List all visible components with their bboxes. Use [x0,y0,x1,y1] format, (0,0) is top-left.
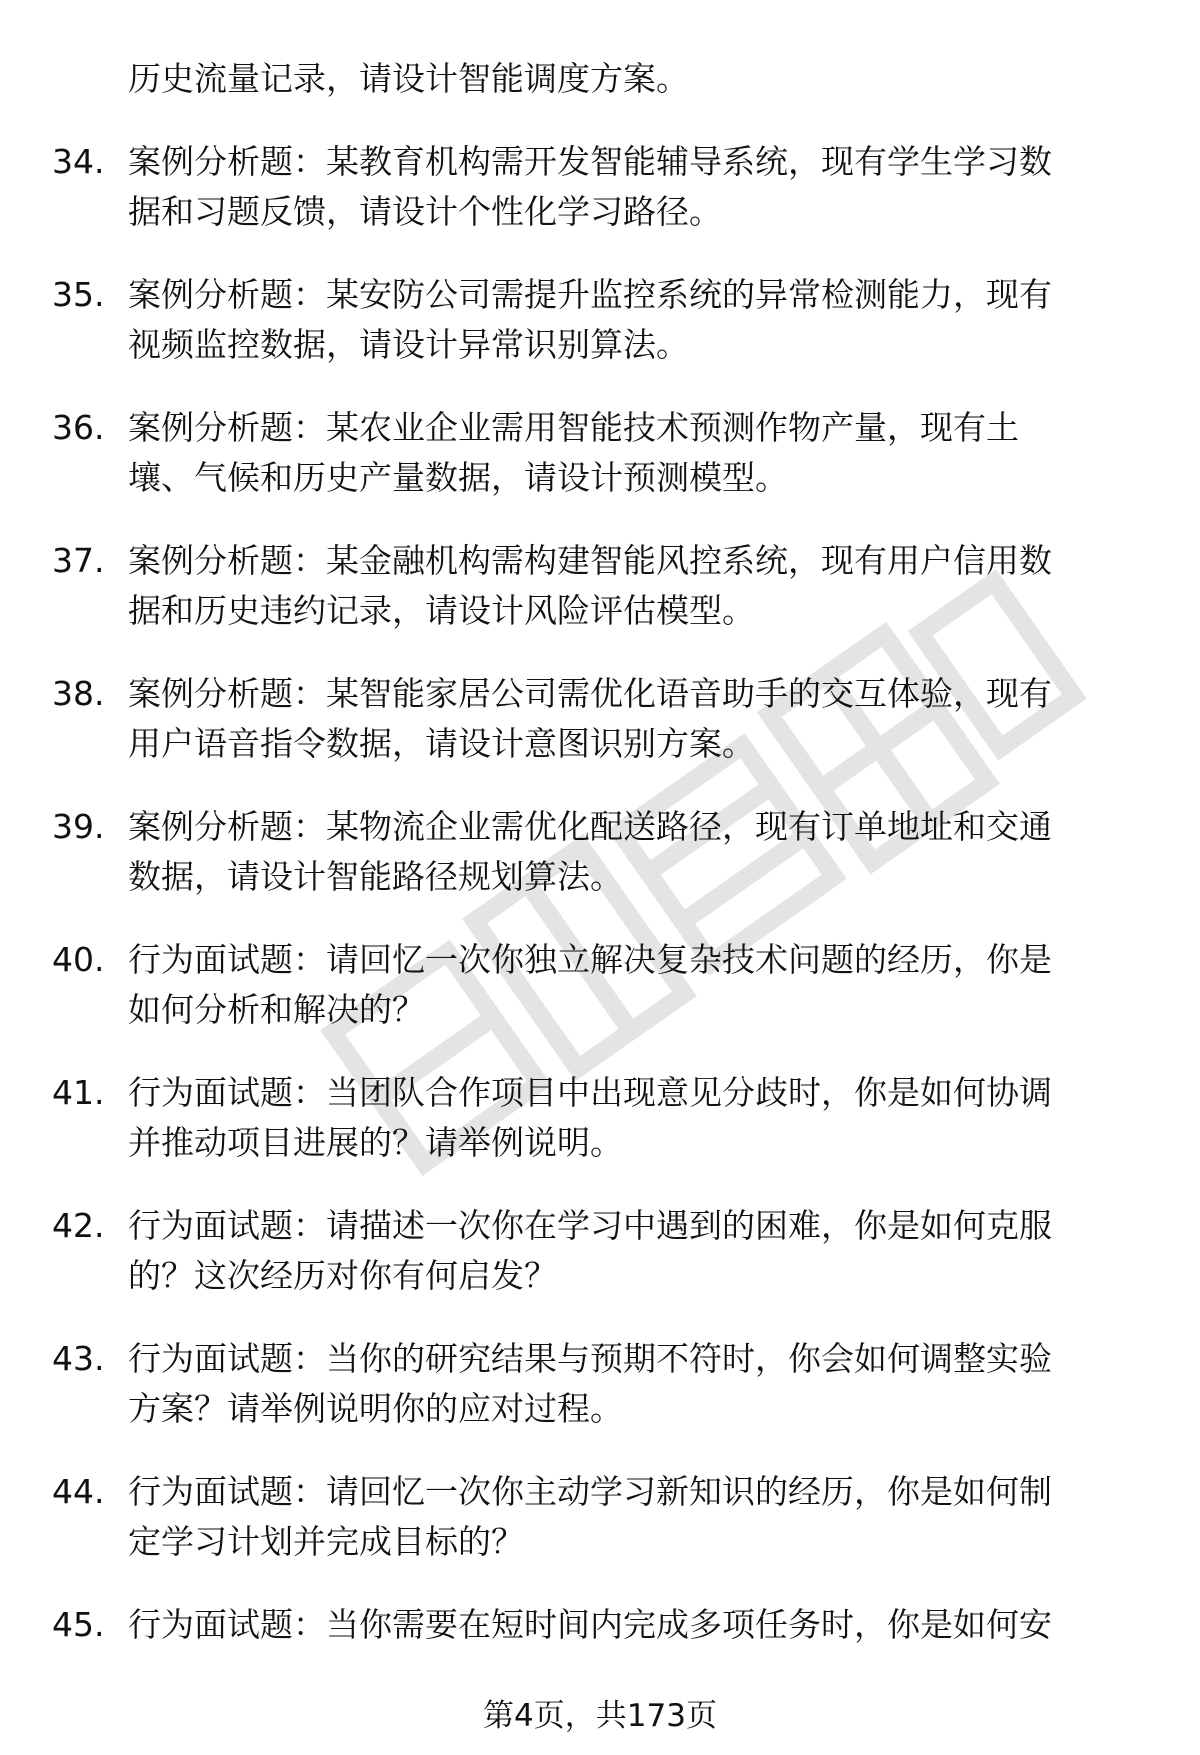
list-item [0,802,1200,902]
item-number: 42. [52,1206,105,1245]
item-text-line: 案例分析题：某金融机构需构建智能风控系统，现有用户信用数 [128,541,1052,580]
item-text-line: 壤、气候和历史产量数据，请设计预测模型。 [128,458,788,497]
list-item [0,403,1200,503]
item-text-line: 据和历史违约记录，请设计风险评估模型。 [128,591,755,630]
item-text-line: 用户语音指令数据，请设计意图识别方案。 [128,724,755,763]
item-number: 39. [52,807,105,846]
item-number: 35. [52,275,105,314]
item-text-line: 定学习计划并完成目标的？ [128,1522,524,1561]
item-text-line: 行为面试题：当团队合作项目中出现意见分歧时，你是如何协调 [128,1073,1052,1112]
list-item [0,270,1200,370]
item-number: 36. [52,408,105,447]
item-text-line: 行为面试题：当你的研究结果与预期不符时，你会如何调整实验 [128,1339,1052,1378]
page-footer: 第4页，共173页 [483,1698,717,1734]
list-item [0,1600,1200,1650]
item-text-line: 的？这次经历对你有何启发？ [128,1256,557,1295]
item-number: 38. [52,674,105,713]
item-text-line: 据和习题反馈，请设计个性化学习路径。 [128,192,722,231]
item-number: 40. [52,940,105,979]
item-text-line: 行为面试题：当你需要在短时间内完成多项任务时，你是如何安 [128,1605,1052,1644]
item-text-line: 案例分析题：某教育机构需开发智能辅导系统，现有学生学习数 [128,142,1052,181]
item-text-line: 案例分析题：某农业企业需用智能技术预测作物产量，现有土 [128,408,1019,447]
item-text-line: 数据，请设计智能路径规划算法。 [128,857,623,896]
item-number: 43. [52,1339,105,1378]
list-item [0,137,1200,237]
continuation-line: 历史流量记录，请设计智能调度方案。 [128,59,689,98]
item-text-line: 如何分析和解决的？ [128,990,425,1029]
item-number: 41. [52,1073,105,1112]
list-item [0,1467,1200,1567]
item-number: 37. [52,541,105,580]
item-text-line: 案例分析题：某物流企业需优化配送路径，现有订单地址和交通 [128,807,1052,846]
item-text-line: 行为面试题：请回忆一次你主动学习新知识的经历，你是如何制 [128,1472,1052,1511]
item-text-line: 方案？请举例说明你的应对过程。 [128,1389,623,1428]
item-text-line: 并推动项目进展的？请举例说明。 [128,1123,623,1162]
list-item [0,669,1200,769]
list-item [0,935,1200,1035]
list-item [0,1201,1200,1301]
item-text-line: 行为面试题：请描述一次你在学习中遇到的困难，你是如何克服 [128,1206,1052,1245]
list-item [0,1334,1200,1434]
list-item [0,1068,1200,1168]
item-number: 45. [52,1605,105,1644]
question-list [0,54,1200,1650]
item-number: 34. [52,142,105,181]
item-text-line: 案例分析题：某安防公司需提升监控系统的异常检测能力，现有 [128,275,1052,314]
list-item [0,536,1200,636]
item-text-line: 案例分析题：某智能家居公司需优化语音助手的交互体验，现有 [128,674,1052,713]
item-number: 44. [52,1472,105,1511]
item-text-line: 行为面试题：请回忆一次你独立解决复杂技术问题的经历，你是 [128,940,1052,979]
item-text-line: 视频监控数据，请设计异常识别算法。 [128,325,689,364]
